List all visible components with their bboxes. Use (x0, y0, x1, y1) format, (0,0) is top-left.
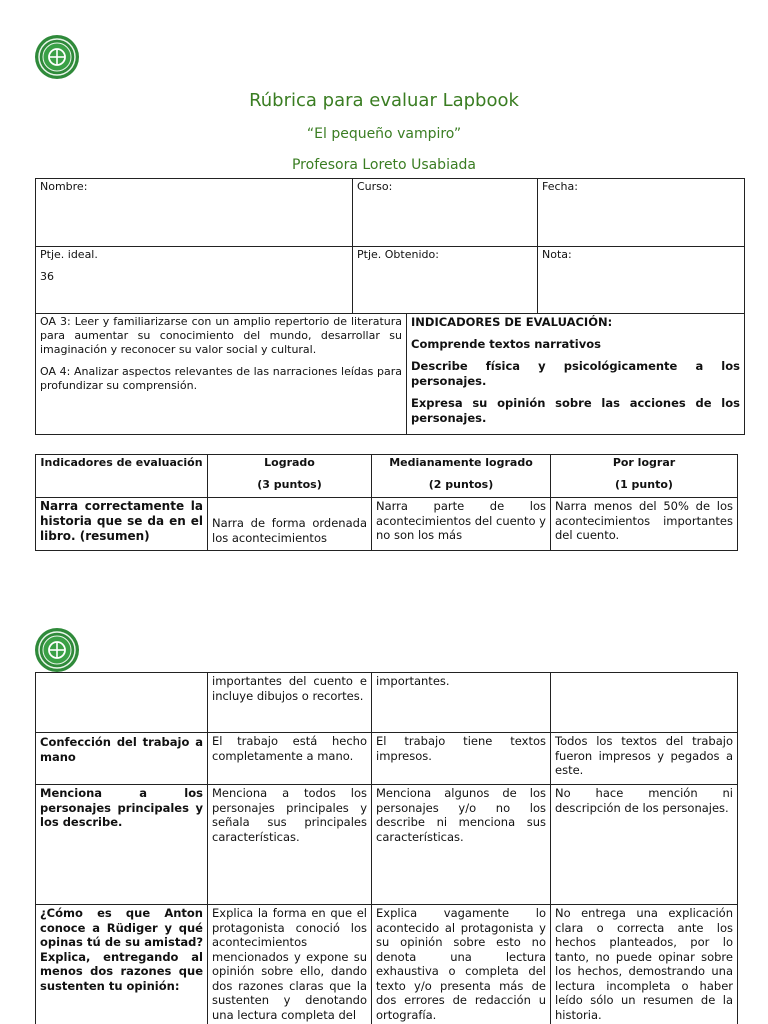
header-por-lograr-points: (1 punto) (615, 477, 673, 491)
learning-objectives-cell (36, 314, 407, 435)
medio-personajes: Menciona algunos de los personajes y/o no los describe ni menciona sus características. (372, 785, 551, 905)
nombre-field[interactable]: Nombre: (36, 179, 353, 247)
oa3-text: OA 3: Leer y familiarizarse con un amplio repertorio de literatura para aumentar su conocimiento del mundo, desarrollar su imaginación y reconocer su valor social y cultural. (40, 315, 402, 356)
header-logrado-points: (3 puntos) (257, 477, 322, 491)
document-title: Rúbrica para evaluar Lapbook (249, 90, 519, 111)
indicator-3: Expresa su opinión sobre las acciones de los personajes. (411, 396, 740, 425)
indicators-title: INDICADORES DE EVALUACIÓN: (411, 315, 613, 329)
oa4-text: OA 4: Analizar aspectos relevantes de las narraciones leídas para profundizar su comprensión. (40, 365, 402, 392)
criterion-personajes: Menciona a los personajes principales y los describe. (36, 785, 208, 905)
medio-opinion: Explica vagamente lo acontecido al protagonista y su opinión sobre esto no denota una lectura exhaustiva o completa del texto y/o presenta más de dos errores de redacción u ortografía. (372, 905, 551, 1024)
medio-confeccion: El trabajo tiene textos impresos. (372, 733, 551, 785)
logrado-confeccion: El trabajo está hecho completamente a mano. (208, 733, 372, 785)
header-medianamente-logrado: Medianamente logrado (2 puntos) (372, 455, 551, 498)
rubric-table (35, 454, 738, 551)
table-row (36, 785, 738, 905)
criterion-opinion: ¿Cómo es que Anton conoce a Rüdiger y qué opinas tú de su amistad? Explica, entregando al menos dos razones que sustenten tu opinión: (36, 905, 208, 1024)
student-info-table (35, 178, 745, 314)
indicator-2: Describe física y psicológicamente a los personajes. (411, 359, 740, 388)
header-medianamente-points: (2 puntos) (428, 477, 494, 491)
indicator-1: Comprende textos narrativos (411, 337, 601, 351)
por-lograr-opinion: No entrega una explicación clara o correcta ante los hechos planteados, por lo tanto, no puede opinar sobre los hechos, demostrando una lectura incompleta o haber leído sólo un resumen de la historia. (551, 905, 738, 1024)
ptje-ideal-value: 36 (40, 269, 54, 283)
table-row (36, 673, 738, 733)
criterion-narra: Narra correctamente la historia que se da en el libro. (resumen) (36, 498, 208, 551)
indicators-cell (407, 314, 745, 435)
rubric-table-continued (35, 672, 738, 1024)
criterion-narra-continued (36, 673, 208, 733)
logrado-narra-part2: importantes del cuento e incluye dibujos o recortes. (208, 673, 372, 733)
por-lograr-confeccion: Todos los textos del trabajo fueron impresos y pegados a este. (551, 733, 738, 785)
medio-narra-part2: importantes. (372, 673, 551, 733)
ptje-ideal-label: Ptje. ideal. (40, 248, 98, 261)
por-lograr-narra: Narra menos del 50% de los acontecimientos importantes del cuento. (551, 498, 738, 551)
criterion-confeccion: Confección del trabajo a mano (36, 733, 208, 785)
logrado-personajes: Menciona a todos los personajes principales y señala sus principales características. (208, 785, 372, 905)
fecha-field[interactable]: Fecha: (538, 179, 745, 247)
teacher-name: Profesora Loreto Usabiada (291, 157, 477, 173)
header-indicadores: Indicadores de evaluación (36, 455, 208, 498)
ptje-ideal-cell (36, 247, 353, 314)
table-row (36, 733, 738, 785)
objectives-table (35, 313, 745, 435)
school-seal-logo (34, 627, 80, 673)
book-title: “El pequeño vampiro” (306, 126, 462, 142)
logrado-narra-part1: Narra de forma ordenada los acontecimientos (208, 498, 372, 551)
table-row (36, 905, 738, 1024)
header-por-lograr: Por lograr (1 punto) (551, 455, 738, 498)
por-lograr-narra-continued (551, 673, 738, 733)
por-lograr-personajes: No hace mención ni descripción de los personajes. (551, 785, 738, 905)
ptje-obtenido-field[interactable]: Ptje. Obtenido: (353, 247, 538, 314)
school-seal-logo (34, 34, 80, 80)
header-logrado: Logrado (3 puntos) (208, 455, 372, 498)
logrado-opinion: Explica la forma en que el protagonista conoció los acontecimientos mencionados y expone su opinión sobre ello, dando dos razones claras que la sustenten y denotando una lectura completa del (208, 905, 372, 1024)
table-row (36, 498, 738, 551)
medio-narra-part1: Narra parte de los acontecimientos del cuento y no son los más (372, 498, 551, 551)
nota-field[interactable]: Nota: (538, 247, 745, 314)
curso-field[interactable]: Curso: (353, 179, 538, 247)
